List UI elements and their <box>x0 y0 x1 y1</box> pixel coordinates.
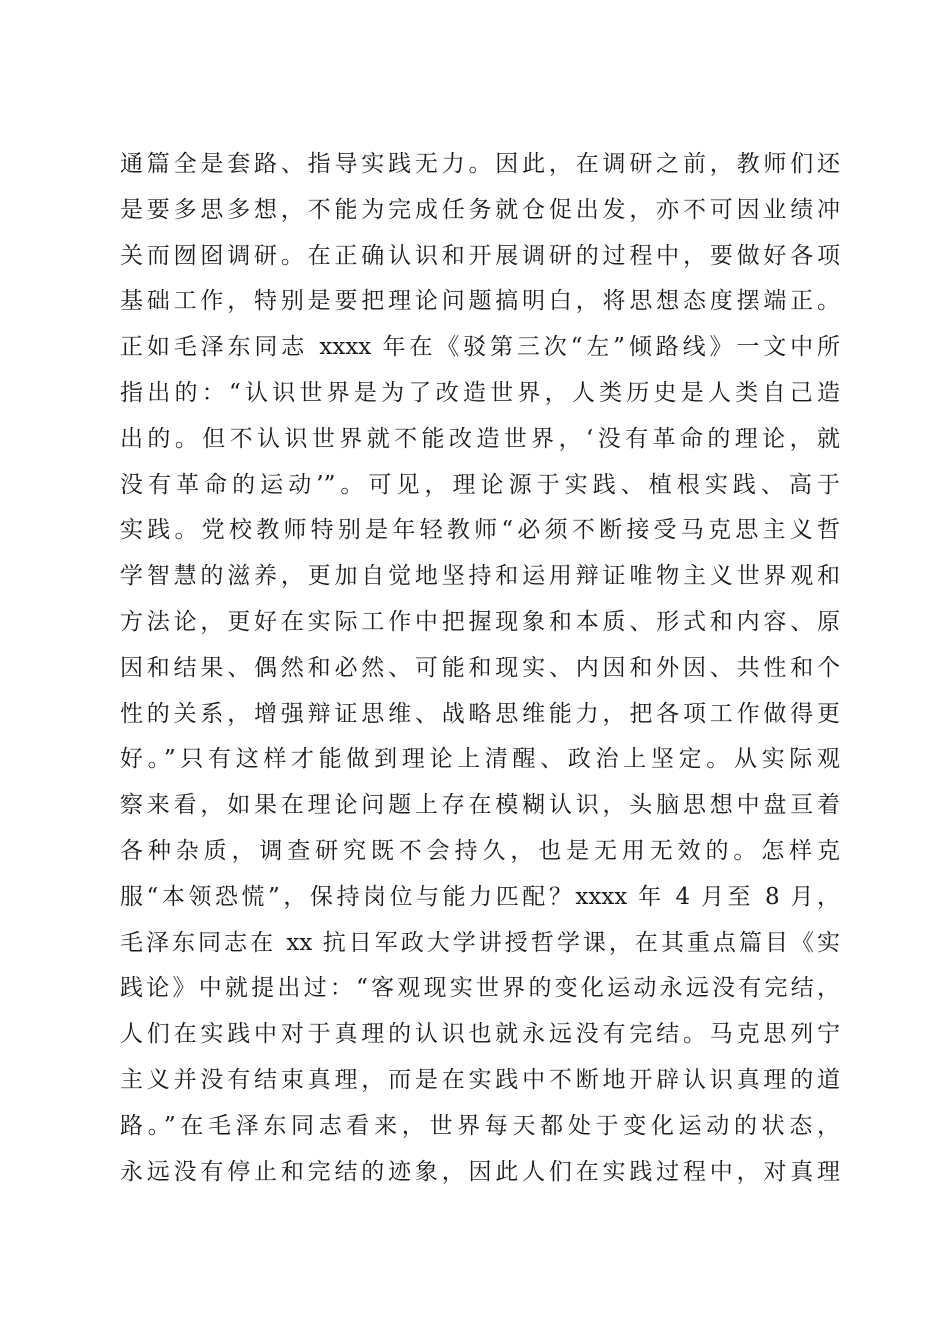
text-line: 路。”在毛泽东同志看来，世界每天都处于变化运动的状态， <box>120 1112 840 1139</box>
text-line: 出的。但不认识世界就不能改造世界，‘没有革命的理论，就 <box>120 425 840 452</box>
text-line: 指出的：“认识世界是为了改造世界，人类历史是人类自己造 <box>120 379 840 406</box>
text-line: 基础工作，特别是要把理论问题搞明白，将思想态度摆端正。 <box>120 288 840 315</box>
text-line: 主义并没有结束真理，而是在实践中不断地开辟认识真理的道 <box>120 1066 840 1093</box>
text-line: 实践。党校教师特别是年轻教师“必须不断接受马克思主义哲 <box>120 517 840 544</box>
text-line: 察来看，如果在理论问题上存在模糊认识，头脑思想中盘亘着 <box>120 792 840 819</box>
body-text <box>120 142 840 1195</box>
text-line: 没有革命的运动’”。可见，理论源于实践、植根实践、高于 <box>120 471 840 498</box>
text-line: 正如毛泽东同志 xxxx 年在《驳第三次“左”倾路线》一文中所 <box>120 334 840 361</box>
text-line: 学智慧的滋养，更加自觉地坚持和运用辩证唯物主义世界观和 <box>120 563 840 590</box>
text-line: 方法论，更好在实际工作中把握现象和本质、形式和内容、原 <box>120 608 840 635</box>
text-line: 各种杂质，调查研究既不会持久，也是无用无效的。怎样克 <box>120 837 840 864</box>
text-line: 服“本领恐慌”，保持岗位与能力匹配？xxxx 年 4 月至 8 月， <box>120 883 840 910</box>
text-line: 永远没有停止和完结的迹象，因此人们在实践过程中，对真理 <box>120 1158 840 1185</box>
text-line: 好。”只有这样才能做到理论上清醒、政治上坚定。从实际观 <box>120 746 840 773</box>
text-line: 通篇全是套路、指导实践无力。因此，在调研之前，教师们还 <box>120 151 840 177</box>
text-line: 毛泽东同志在 xx 抗日军政大学讲授哲学课，在其重点篇目《实 <box>120 929 840 956</box>
text-line: 践论》中就提出过：“客观现实世界的变化运动永远没有完结， <box>120 975 840 1002</box>
text-line: 是要多思多想，不能为完成任务就仓促出发，亦不可因业绩冲 <box>120 196 840 223</box>
text-line: 因和结果、偶然和必然、可能和现实、内因和外因、共性和个 <box>120 654 840 681</box>
text-line: 性的关系，增强辩证思维、战略思维能力，把各项工作做得更 <box>120 700 840 727</box>
text-line: 人们在实践中对于真理的认识也就永远没有完结。马克思列宁 <box>120 1021 840 1048</box>
text-line: 关而囫囵调研。在正确认识和开展调研的过程中，要做好各项 <box>120 242 840 269</box>
